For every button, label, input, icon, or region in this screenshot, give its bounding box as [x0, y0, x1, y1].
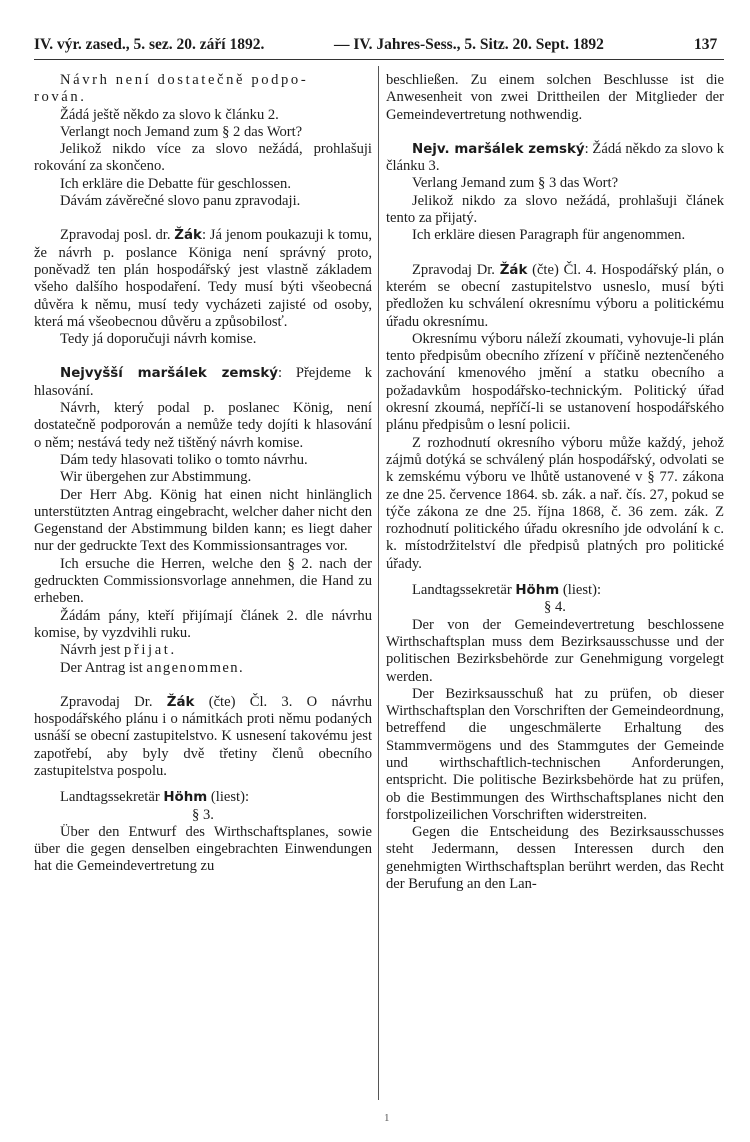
paragraph	[386, 262, 724, 331]
text: .	[238, 659, 243, 676]
paragraph: beschließen. Zu einem solchen Beschlusse ist die Anwesenheit von zwei Drittheilen der Mitglieder der Gemeindevertretung nothwendig.	[386, 72, 724, 123]
paragraph: Über den Entwurf des Wirthschaftsplanes, sowie über die gegen denselben eingebrachten Einwendungen hat die Gemeindevertretung zu	[34, 823, 372, 875]
text-spaced: přijat	[124, 642, 171, 659]
page-header	[34, 36, 724, 58]
speaker-label: Zpravodaj Dr.	[412, 261, 495, 278]
paragraph: Ich ersuche die Herren, welche den § 2. nach der gedruckten Commissionsvorlage annehmen, die Hand zu erheben.	[34, 555, 372, 607]
section-heading: § 3.	[192, 806, 214, 823]
header-czech: IV. výr. zased., 5. sez. 20. září 1892.	[34, 36, 265, 53]
speech-text: (čte) Čl. 4. Hospodářský plán, o kterém se obecní zastupitelstvo usneslo, musí býti předložen ku schválení okresnímu výboru a politickému úřadu okresnímu.	[386, 261, 724, 330]
right-column	[386, 72, 724, 893]
paragraph: Ich erkläre diesen Paragraph für angenommen.	[412, 227, 686, 244]
paragraph: Der Bezirksausschuß hat zu prüfen, ob dieser Wirthschaftsplan den Vorschriften der Gemeindeordnung, betreffend die ungeschmälerte Erhaltung des Stammvermögens und des Stammgutes der Gemeinde und wirthschaftlich-technischen Anforderungen, entspricht. Die politische Bezirksbehörde hat zu prüfen, ob die Bestimmungen des Wirthschaftsplanes nicht den forstpolizeilichen Vorschriften widerstreiten.	[386, 685, 724, 823]
speaker-name: Höhm	[515, 583, 560, 599]
paragraph	[34, 660, 372, 677]
paragraph	[386, 141, 724, 176]
paragraph	[34, 694, 372, 780]
speaker-label: Landtagssekretär	[412, 582, 512, 599]
paragraph: Žádá ještě někdo za slovo k článku 2.	[60, 106, 279, 123]
paragraph: Der von der Gemeindevertretung beschlossene Wirthschaftsplan muss dem Bezirksausschusse und der politischen Bezirksbehörde zur Genehmigung vorgelegt werden.	[386, 616, 724, 685]
left-column	[34, 72, 372, 876]
speech-text: (liest):	[559, 582, 601, 599]
speech-text: (liest):	[207, 789, 249, 806]
paragraph	[34, 72, 372, 89]
speaker-name: Nejv. maršálek zemský	[412, 141, 585, 157]
speaker-name: Nejvyšší maršálek zemský	[60, 366, 279, 382]
paragraph: Okresnímu výboru náleží zkoumati, vyhovuje-li plán tento předpisům obecního zřízení v příčině neztenčeného zachování kmenového jmění a statku obecního a požadavkům hospodářsko-technickým. Politický úřad okresní zkoumá, nepříčí-li se ustanovení hospodářského plánu předpisům o lesní policii.	[386, 330, 724, 434]
paragraph	[386, 582, 724, 599]
header-rule	[34, 59, 724, 60]
paragraph: Tedy já doporučuji návrh komise.	[60, 331, 257, 348]
paragraph: Jelikož nikdo za slovo nežádá, prohlašuji článek tento za přijatý.	[386, 192, 724, 227]
paragraph: Jelikož nikdo více za slovo nežádá, prohlašuji rokování za skončeno.	[34, 141, 372, 175]
text-spaced: rován.	[34, 89, 87, 106]
paragraph: Wir übergehen zur Abstimmung.	[60, 469, 252, 486]
text: Návrh jest	[60, 642, 125, 659]
paragraph: Z rozhodnutí okresního výboru může každý, jehož zájmů dotýká se schválený plán hospodářský, odvolati se k zemskému výboru ve lhůtě ustanovené v § 77. zákona ze dne 25. července 1864. sb. zák. a nař. čís. 27, pokud se týče zákona ze dne 25. října 1868, č. 36 zem. zák. Z rozhodnutí politického úřadu okresního jde odvolání k c. k. místodržitelství dle předpisů platných pro politické úřady.	[386, 434, 724, 572]
speaker-name: Höhm	[163, 790, 208, 806]
margin-mark: 1	[384, 1112, 390, 1124]
section-heading: § 4.	[544, 599, 566, 616]
header-german: — IV. Jahres-Sess., 5. Sitz. 20. Sept. 1892	[334, 36, 604, 53]
column-divider	[378, 66, 379, 1100]
paragraph: Gegen die Entscheidung des Bezirksausschusses steht Jedermann, dessen Interessen durch den genehmigten Wirthschaftsplan berührt werden, das Recht der Berufung an den Lan-	[386, 824, 724, 893]
page-number: 137	[694, 36, 718, 53]
paragraph	[34, 642, 372, 659]
paragraph: Žádám pány, kteří přijímají článek 2. dle návrhu komise, by vyzdvihli ruku.	[34, 607, 372, 641]
speech-text: : Žádá někdo za slovo k článku 3.	[386, 140, 724, 175]
speaker-label: Zpravodaj posl. dr.	[60, 227, 171, 244]
speaker-name: Žák	[499, 262, 528, 278]
speaker-name: Žák	[174, 228, 202, 244]
paragraph	[34, 227, 372, 331]
speech-text: : Já jenom poukazuji k tomu, že návrh p. poslance Königa není správný proto, poněvadž ten plán hospodářský jest vlastně základem všeho dalšího hospodaření. Tedy musí býti všeobecná důvěra k němu, musí tedy vycházeti zajisté od osoby, která má všeobecnou důvěru a způsobilosť.	[34, 227, 372, 330]
speaker-label: Zpravodaj Dr.	[60, 693, 153, 710]
speaker-label: Landtagssekretär	[60, 789, 160, 806]
text-spaced: angenommen	[146, 659, 239, 676]
text: Der Antrag ist	[60, 659, 147, 676]
paragraph: Verlang Jemand zum § 3 das Wort?	[412, 175, 619, 192]
speech-text: (čte) Čl. 3. O návrhu hospodářského plánu i o námitkách proti němu podaných usnáší se obecní zastupitelstvo. K usnesení takovému jest zapotřebí, aby byly dvě třetiny členů obecního zastupitelstva pospolu.	[34, 693, 372, 779]
paragraph: Verlangt noch Jemand zum § 2 das Wort?	[60, 123, 303, 140]
speaker-name: Žák	[166, 694, 195, 710]
paragraph: Dám tedy hlasovati toliko o tomto návrhu.	[60, 451, 308, 468]
paragraph: Návrh, který podal p. poslanec König, není dostatečně podporován a nemůže tedy dojíti k hlasování o něm; nestává tedy než tištěný návrh komise.	[34, 400, 372, 451]
paragraph	[34, 89, 372, 106]
paragraph: Der Herr Abg. König hat einen nicht hinlänglich unterstützten Antrag eingebracht, welcher daher nicht den Gegenstand der Abstimmung bilden kann; es liegt daher nur der gedruckte Text des Kommissionsantrages vor.	[34, 486, 372, 555]
text-spaced: Návrh není dostatečně podpo-	[60, 72, 309, 88]
text: .	[170, 642, 175, 659]
paragraph: Dávám závěrečné slovo panu zpravodaji.	[60, 193, 301, 210]
speech-text: : Přejdeme k hlasování.	[34, 365, 372, 399]
paragraph	[34, 365, 372, 400]
paragraph	[34, 789, 372, 806]
paragraph: Ich erkläre die Debatte für geschlossen.	[60, 175, 291, 192]
